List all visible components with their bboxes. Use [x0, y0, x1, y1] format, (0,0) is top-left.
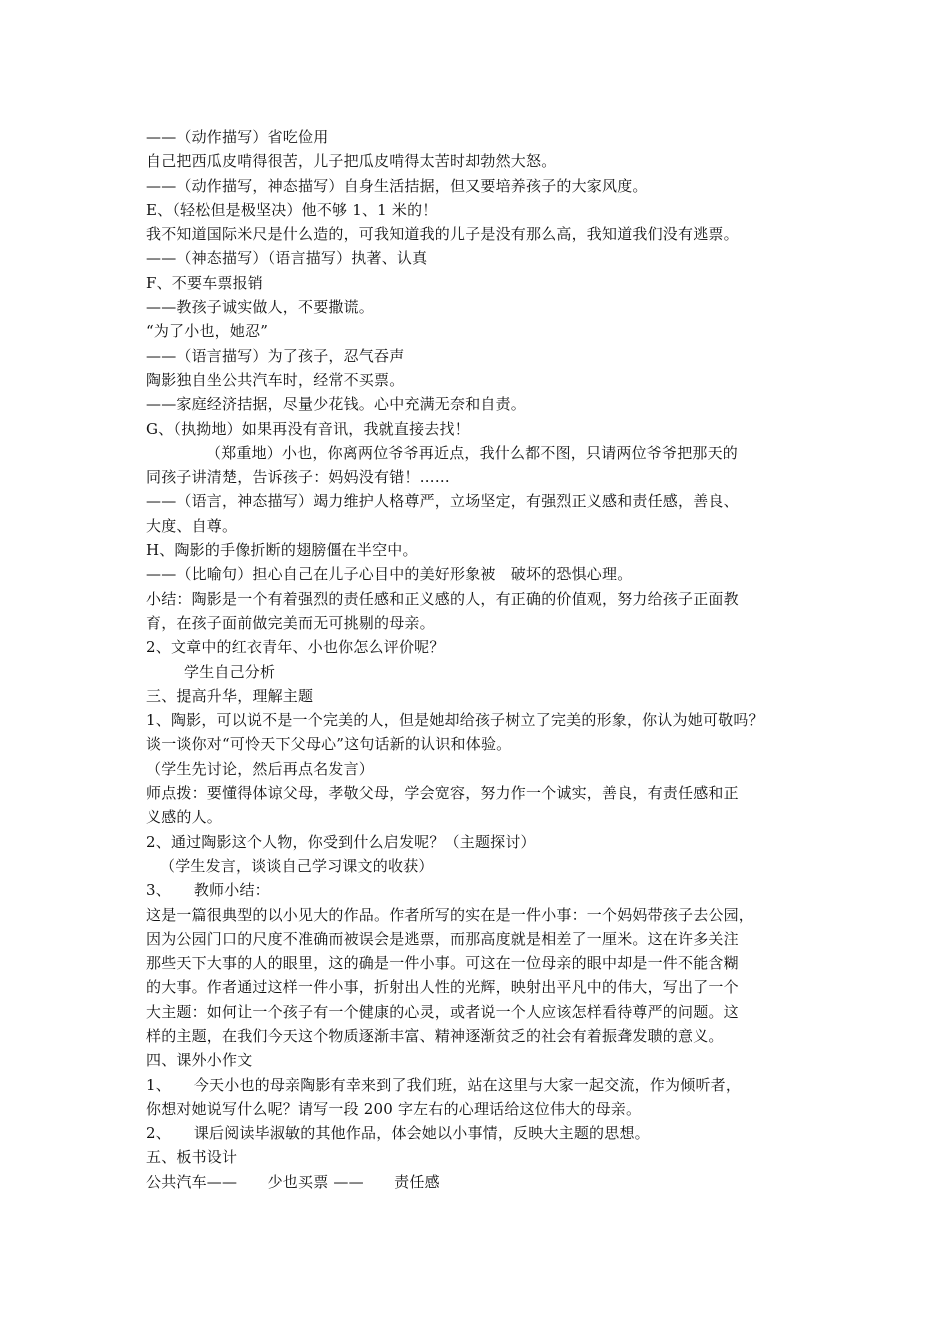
text-line: E、（轻松但是极坚决）他不够 1、1 米的！	[146, 200, 438, 219]
text-line: 2、 课后阅读毕淑敏的其他作品，体会她以小事情，反映大主题的思想。	[146, 1124, 650, 1143]
text-line: 三、提高升华，理解主题	[146, 686, 314, 705]
text-line: 2、通过陶影这个人物，你受到什么启发呢？（主题探讨）	[146, 832, 536, 851]
text-line: ——（比喻句）担心自己在儿子心目中的美好形象被 破坏的恐惧心理。	[146, 565, 633, 584]
text-line: F、不要车票报销	[146, 273, 264, 292]
text-line: 的大事。作者通过这样一件小事，折射出人性的光辉，映射出平凡中的伟大，写出了一个	[146, 978, 739, 997]
text-line: 陶影独自坐公共汽车时，经常不买票。	[146, 370, 405, 389]
text-line: 大主题：如何让一个孩子有一个健康的心灵，或者说一个人应该怎样看待尊严的问题。这	[146, 1002, 739, 1021]
text-line: 这是一篇很典型的以小见大的作品。作者所写的实在是一件小事：一个妈妈带孩子去公园，	[146, 905, 755, 924]
text-line: 那些天下大事的人的眼里，这的确是一件小事。可这在一位母亲的眼中却是一件不能含糊	[146, 954, 739, 973]
text-line: （学生发言，谈谈自己学习课文的收获）	[160, 856, 434, 875]
text-line: 你想对她说写什么呢？请写一段 200 字左右的心理话给这位伟大的母亲。	[146, 1099, 642, 1118]
text-line: 小结：陶影是一个有着强烈的责任感和正义感的人，有正确的价值观，努力给孩子正面教	[146, 589, 739, 608]
text-line: 我不知道国际米尺是什么造的，可我知道我的儿子是没有那么高，我知道我们没有逃票。	[146, 225, 739, 244]
text-line: 3、 教师小结：	[146, 881, 270, 900]
text-line: ——（动作描写）省吃俭用	[146, 128, 329, 146]
text-line: ——（语言，神态描写）竭力维护人格尊严，立场坚定，有强烈正义感和责任感，善良、	[146, 492, 739, 511]
text-line: 学生自己分析	[184, 662, 276, 681]
document-body	[146, 125, 826, 1194]
text-line: 公共汽车—— 少也买票 —— 责任感	[146, 1172, 440, 1191]
text-line: 同孩子讲清楚，告诉孩子：妈妈没有错！……	[146, 468, 451, 487]
text-line: “为了小也，她忍”	[146, 322, 269, 341]
text-line: 育，在孩子面前做完美而无可挑剔的母亲。	[146, 613, 435, 632]
text-line: （学生先讨论，然后再点名发言）	[146, 759, 375, 778]
text-line: 师点拨：要懂得体谅父母，孝敬父母，学会宽容，努力作一个诚实，善良，有责任感和正	[146, 784, 739, 803]
text-line: G、（执拗地）如果再没有音讯，我就直接去找！	[146, 419, 470, 438]
text-line: ——家庭经济拮据，尽量少花钱。心中充满无奈和自责。	[146, 395, 527, 414]
text-line: ——（神态描写）（语言描写）执著、认真	[146, 249, 428, 268]
text-line: 2、文章中的红衣青年、小也你怎么评价呢？	[146, 638, 445, 657]
text-line: 大度、自尊。	[146, 516, 238, 535]
text-line: ——教孩子诚实做人，不要撒谎。	[146, 298, 375, 317]
text-line: 五、板书设计	[146, 1148, 238, 1167]
text-line: 自己把西瓜皮啃得很苦，儿子把瓜皮啃得太苦时却勃然大怒。	[146, 152, 557, 171]
text-line: 因为公园门口的尺度不准确而被误会是逃票，而那高度就是相差了一厘米。这在许多关注	[146, 929, 739, 948]
text-line: （郑重地）小也，你离两位爷爷再近点，我什么都不图，只请两位爷爷把那天的	[206, 443, 739, 462]
text-line: 谈一谈你对“可怜天下父母心”这句话新的认识和体验。	[146, 735, 512, 754]
text-line: 四、课外小作文	[146, 1051, 253, 1070]
text-line: 1、 今天小也的母亲陶影有幸来到了我们班，站在这里与大家一起交流，作为倾听者，	[146, 1075, 742, 1094]
text-line: ——（动作描写，神态描写）自身生活拮据，但又要培养孩子的大家风度。	[146, 176, 648, 195]
text-line: H、陶影的手像折断的翅膀僵在半空中。	[146, 541, 418, 560]
text-line: ——（语言描写）为了孩子，忍气吞声	[146, 346, 405, 365]
text-line: 义感的人。	[146, 808, 223, 827]
text-line: 样的主题，在我们今天这个物质逐渐丰富、精神逐渐贫乏的社会有着振聋发聩的意义。	[146, 1026, 724, 1045]
text-line: 1、陶影，可以说不是一个完美的人，但是她却给孩子树立了完美的形象，你认为她可敬吗？	[146, 711, 764, 730]
